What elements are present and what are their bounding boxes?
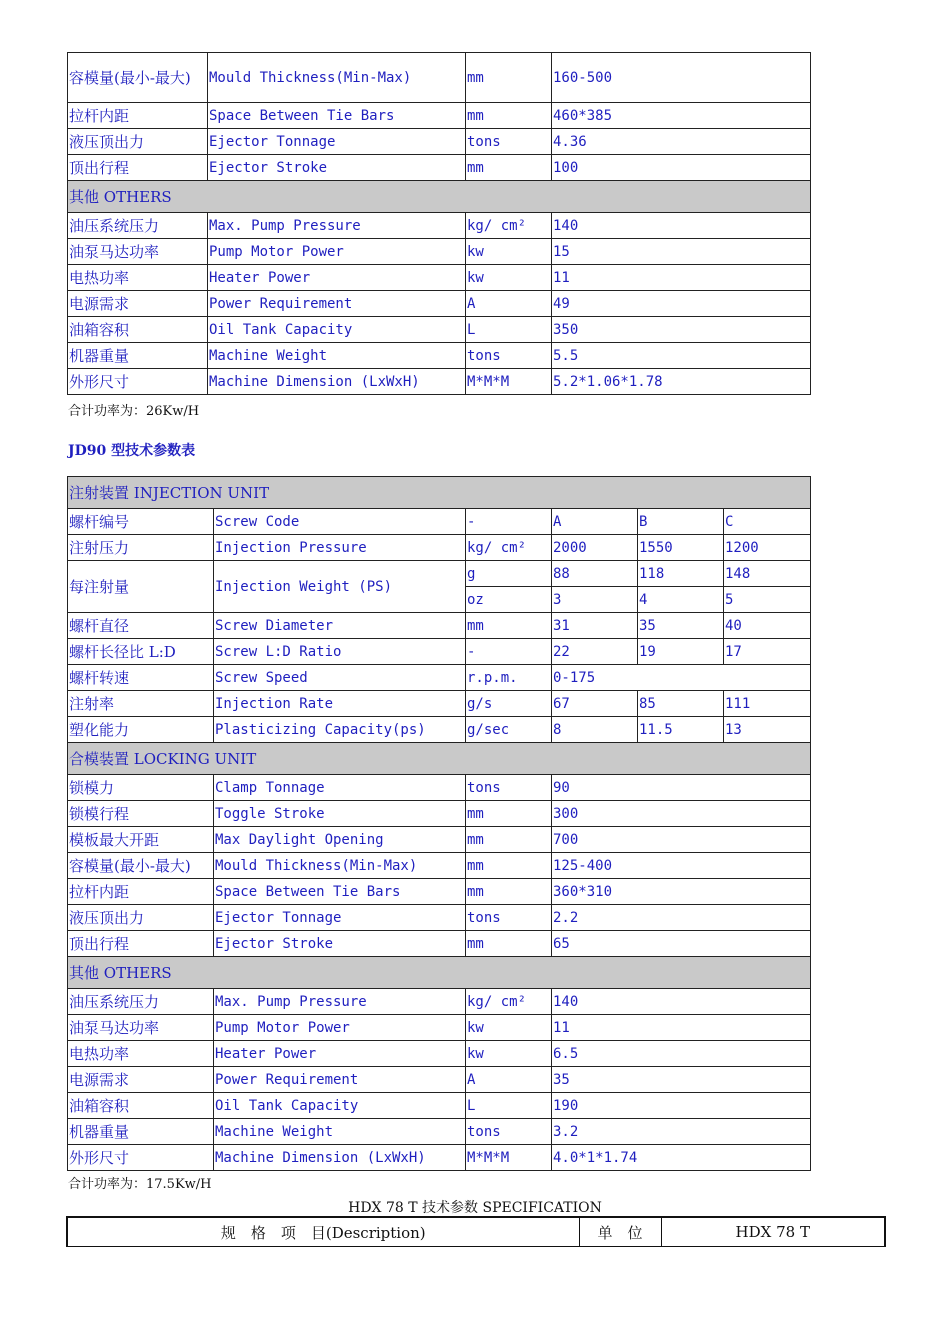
section-label: 注射装置 INJECTION UNIT bbox=[68, 477, 811, 509]
value-c: 13 bbox=[724, 717, 811, 743]
jd90-heading: JD90 型技术参数表 bbox=[68, 443, 196, 459]
param-unit: M*M*M bbox=[466, 369, 552, 395]
section-locking-unit bbox=[68, 743, 811, 775]
param-en: Max Daylight Opening bbox=[214, 827, 466, 853]
param-zh: 容模量(最小-最大) bbox=[68, 53, 208, 103]
param-unit: mm bbox=[466, 931, 552, 957]
param-zh: 电热功率 bbox=[68, 265, 208, 291]
param-en: Plasticizing Capacity(ps) bbox=[214, 717, 466, 743]
table-row bbox=[68, 291, 811, 317]
hdx-caption: HDX 78 T 技术参数 SPECIFICATION bbox=[348, 1200, 602, 1216]
value-a: 31 bbox=[552, 613, 638, 639]
param-en: Mould Thickness(Min-Max) bbox=[214, 853, 466, 879]
param-unit: mm bbox=[466, 103, 552, 129]
value: 140 bbox=[552, 213, 811, 239]
param-en: Machine Weight bbox=[214, 1119, 466, 1145]
value-b: 19 bbox=[638, 639, 724, 665]
param-zh: 螺杆编号 bbox=[68, 509, 214, 535]
value: 460*385 bbox=[552, 103, 811, 129]
param-unit: kg/ cm² bbox=[466, 989, 552, 1015]
param-unit: g/s bbox=[466, 691, 552, 717]
value: 6.5 bbox=[552, 1041, 811, 1067]
param-en: Clamp Tonnage bbox=[214, 775, 466, 801]
param-unit: mm bbox=[466, 613, 552, 639]
param-en: Oil Tank Capacity bbox=[214, 1093, 466, 1119]
table-row bbox=[68, 53, 811, 103]
param-unit: - bbox=[466, 639, 552, 665]
value: 5.5 bbox=[552, 343, 811, 369]
section-label: 其他 OTHERS bbox=[68, 181, 811, 213]
param-zh: 顶出行程 bbox=[68, 155, 208, 181]
param-unit: oz bbox=[466, 587, 552, 613]
table-row bbox=[68, 239, 811, 265]
value: 11 bbox=[552, 1015, 811, 1041]
param-en: Injection Weight (PS) bbox=[214, 561, 466, 613]
value: 100 bbox=[552, 155, 811, 181]
table-row bbox=[68, 989, 811, 1015]
value: 15 bbox=[552, 239, 811, 265]
param-unit: r.p.m. bbox=[466, 665, 552, 691]
value-b: 85 bbox=[638, 691, 724, 717]
param-unit: mm bbox=[466, 853, 552, 879]
value-a: 3 bbox=[552, 587, 638, 613]
param-unit: g bbox=[466, 561, 552, 587]
value: 35 bbox=[552, 1067, 811, 1093]
param-en: Screw Speed bbox=[214, 665, 466, 691]
param-en: Mould Thickness(Min-Max) bbox=[208, 53, 466, 103]
param-unit: tons bbox=[466, 775, 552, 801]
table-row bbox=[68, 265, 811, 291]
table-row bbox=[68, 343, 811, 369]
param-zh: 塑化能力 bbox=[68, 717, 214, 743]
param-zh: 锁模力 bbox=[68, 775, 214, 801]
table-row bbox=[68, 1119, 811, 1145]
table-row bbox=[68, 1041, 811, 1067]
table-row bbox=[68, 155, 811, 181]
value: 2.2 bbox=[552, 905, 811, 931]
total-power-note-2: 合计功率为：17.5Kw/H bbox=[68, 1177, 212, 1192]
param-zh: 顶出行程 bbox=[68, 931, 214, 957]
value: 90 bbox=[552, 775, 811, 801]
value: 140 bbox=[552, 989, 811, 1015]
table-row bbox=[68, 691, 811, 717]
param-en: Pump Motor Power bbox=[214, 1015, 466, 1041]
value-c: 17 bbox=[724, 639, 811, 665]
param-zh: 螺杆直径 bbox=[68, 613, 214, 639]
value: 11 bbox=[552, 265, 811, 291]
param-zh: 油泵马达功率 bbox=[68, 239, 208, 265]
param-unit: A bbox=[466, 291, 552, 317]
param-en: Oil Tank Capacity bbox=[208, 317, 466, 343]
table-row bbox=[68, 879, 811, 905]
table-row bbox=[68, 509, 811, 535]
param-unit: mm bbox=[466, 53, 552, 103]
param-zh: 螺杆转速 bbox=[68, 665, 214, 691]
param-en: Heater Power bbox=[214, 1041, 466, 1067]
param-zh: 外形尺寸 bbox=[68, 1145, 214, 1171]
value-a: 67 bbox=[552, 691, 638, 717]
param-en: Max. Pump Pressure bbox=[214, 989, 466, 1015]
value-b: 1550 bbox=[638, 535, 724, 561]
value: 65 bbox=[552, 931, 811, 957]
value-a: 22 bbox=[552, 639, 638, 665]
param-en: Max. Pump Pressure bbox=[208, 213, 466, 239]
value-b: 118 bbox=[638, 561, 724, 587]
param-unit: tons bbox=[466, 129, 552, 155]
value-b: 11.5 bbox=[638, 717, 724, 743]
section-injection-unit bbox=[68, 477, 811, 509]
value: 125-400 bbox=[552, 853, 811, 879]
param-unit: L bbox=[466, 1093, 552, 1119]
value: 360*310 bbox=[552, 879, 811, 905]
param-zh: 外形尺寸 bbox=[68, 369, 208, 395]
param-en: Screw L:D Ratio bbox=[214, 639, 466, 665]
param-zh: 机器重量 bbox=[68, 1119, 214, 1145]
param-unit: kg/ cm² bbox=[466, 535, 552, 561]
param-zh: 油压系统压力 bbox=[68, 213, 208, 239]
value: 190 bbox=[552, 1093, 811, 1119]
param-zh: 注射率 bbox=[68, 691, 214, 717]
param-zh: 拉杆内距 bbox=[68, 879, 214, 905]
value: 4.0*1*1.74 bbox=[552, 1145, 811, 1171]
param-unit: g/sec bbox=[466, 717, 552, 743]
table-row bbox=[68, 853, 811, 879]
param-en: Ejector Stroke bbox=[214, 931, 466, 957]
param-en: Ejector Stroke bbox=[208, 155, 466, 181]
param-unit: kw bbox=[466, 265, 552, 291]
table-row bbox=[68, 369, 811, 395]
table-row bbox=[68, 801, 811, 827]
value-a: 2000 bbox=[552, 535, 638, 561]
param-en: Machine Dimension (LxWxH) bbox=[208, 369, 466, 395]
param-unit: tons bbox=[466, 1119, 552, 1145]
param-unit: tons bbox=[466, 905, 552, 931]
param-zh: 拉杆内距 bbox=[68, 103, 208, 129]
param-zh: 液压顶出力 bbox=[68, 905, 214, 931]
value: 5.2*1.06*1.78 bbox=[552, 369, 811, 395]
param-zh: 油箱容积 bbox=[68, 1093, 214, 1119]
hdx-spec-table bbox=[66, 1216, 886, 1247]
param-zh: 每注射量 bbox=[68, 561, 214, 613]
value: 160-500 bbox=[552, 53, 811, 103]
table-row bbox=[68, 931, 811, 957]
table-row bbox=[68, 775, 811, 801]
table-header-row bbox=[67, 1217, 885, 1247]
value-c: C bbox=[724, 509, 811, 535]
param-en: Space Between Tie Bars bbox=[208, 103, 466, 129]
table-row bbox=[68, 639, 811, 665]
table-row bbox=[68, 1145, 811, 1171]
value: 4.36 bbox=[552, 129, 811, 155]
table-row bbox=[68, 535, 811, 561]
param-en: Pump Motor Power bbox=[208, 239, 466, 265]
jd90-spec-table bbox=[67, 476, 811, 1171]
table-row bbox=[68, 129, 811, 155]
value-c: 40 bbox=[724, 613, 811, 639]
param-unit: mm bbox=[466, 827, 552, 853]
param-en: Power Requirement bbox=[208, 291, 466, 317]
param-zh: 注射压力 bbox=[68, 535, 214, 561]
param-unit: kw bbox=[466, 239, 552, 265]
param-en: Injection Pressure bbox=[214, 535, 466, 561]
param-unit: kg/ cm² bbox=[466, 213, 552, 239]
value: 0-175 bbox=[552, 665, 811, 691]
param-unit: - bbox=[466, 509, 552, 535]
value-b: 4 bbox=[638, 587, 724, 613]
param-unit: mm bbox=[466, 155, 552, 181]
param-en: Machine Weight bbox=[208, 343, 466, 369]
param-zh: 容模量(最小-最大) bbox=[68, 853, 214, 879]
param-zh: 机器重量 bbox=[68, 343, 208, 369]
param-zh: 电源需求 bbox=[68, 291, 208, 317]
param-en: Injection Rate bbox=[214, 691, 466, 717]
section-label: 其他 OTHERS bbox=[68, 957, 811, 989]
param-en: Heater Power bbox=[208, 265, 466, 291]
param-en: Space Between Tie Bars bbox=[214, 879, 466, 905]
value-c: 1200 bbox=[724, 535, 811, 561]
param-en: Machine Dimension (LxWxH) bbox=[214, 1145, 466, 1171]
table-row-shot-weight-g bbox=[68, 561, 811, 587]
param-en: Screw Diameter bbox=[214, 613, 466, 639]
table-row bbox=[68, 613, 811, 639]
table-row bbox=[68, 665, 811, 691]
param-zh: 油箱容积 bbox=[68, 317, 208, 343]
table-row bbox=[68, 827, 811, 853]
param-en: Power Requirement bbox=[214, 1067, 466, 1093]
param-unit: tons bbox=[466, 343, 552, 369]
section-others bbox=[68, 957, 811, 989]
value-c: 111 bbox=[724, 691, 811, 717]
value-a: 88 bbox=[552, 561, 638, 587]
table-row bbox=[68, 213, 811, 239]
param-en: Toggle Stroke bbox=[214, 801, 466, 827]
param-en: Ejector Tonnage bbox=[208, 129, 466, 155]
param-zh: 锁模行程 bbox=[68, 801, 214, 827]
param-zh: 油压系统压力 bbox=[68, 989, 214, 1015]
value: 3.2 bbox=[552, 1119, 811, 1145]
table-row bbox=[68, 717, 811, 743]
table-row bbox=[68, 103, 811, 129]
section-label: 合模装置 LOCKING UNIT bbox=[68, 743, 811, 775]
table-row bbox=[68, 1067, 811, 1093]
col-unit: 单 位 bbox=[579, 1217, 661, 1247]
param-en: Ejector Tonnage bbox=[214, 905, 466, 931]
param-zh: 油泵马达功率 bbox=[68, 1015, 214, 1041]
table-row bbox=[68, 1015, 811, 1041]
col-description: 规 格 项 目(Description) bbox=[67, 1217, 579, 1247]
param-unit: M*M*M bbox=[466, 1145, 552, 1171]
param-unit: kw bbox=[466, 1041, 552, 1067]
value: 49 bbox=[552, 291, 811, 317]
param-unit: L bbox=[466, 317, 552, 343]
param-unit: A bbox=[466, 1067, 552, 1093]
value-c: 148 bbox=[724, 561, 811, 587]
param-zh: 电源需求 bbox=[68, 1067, 214, 1093]
value-c: 5 bbox=[724, 587, 811, 613]
value-b: B bbox=[638, 509, 724, 535]
value: 700 bbox=[552, 827, 811, 853]
value-b: 35 bbox=[638, 613, 724, 639]
col-model: HDX 78 T bbox=[661, 1217, 885, 1247]
value: 350 bbox=[552, 317, 811, 343]
param-unit: kw bbox=[466, 1015, 552, 1041]
table-row bbox=[68, 1093, 811, 1119]
param-zh: 液压顶出力 bbox=[68, 129, 208, 155]
table-row bbox=[68, 905, 811, 931]
param-unit: mm bbox=[466, 879, 552, 905]
table-row bbox=[68, 317, 811, 343]
param-zh: 螺杆长径比 L:D bbox=[68, 639, 214, 665]
param-unit: mm bbox=[466, 801, 552, 827]
spec-table-continued bbox=[67, 52, 811, 395]
param-zh: 电热功率 bbox=[68, 1041, 214, 1067]
value-a: A bbox=[552, 509, 638, 535]
value-a: 8 bbox=[552, 717, 638, 743]
param-en: Screw Code bbox=[214, 509, 466, 535]
value: 300 bbox=[552, 801, 811, 827]
total-power-note-1: 合计功率为：26Kw/H bbox=[68, 404, 200, 419]
param-zh: 模板最大开距 bbox=[68, 827, 214, 853]
section-others bbox=[68, 181, 811, 213]
